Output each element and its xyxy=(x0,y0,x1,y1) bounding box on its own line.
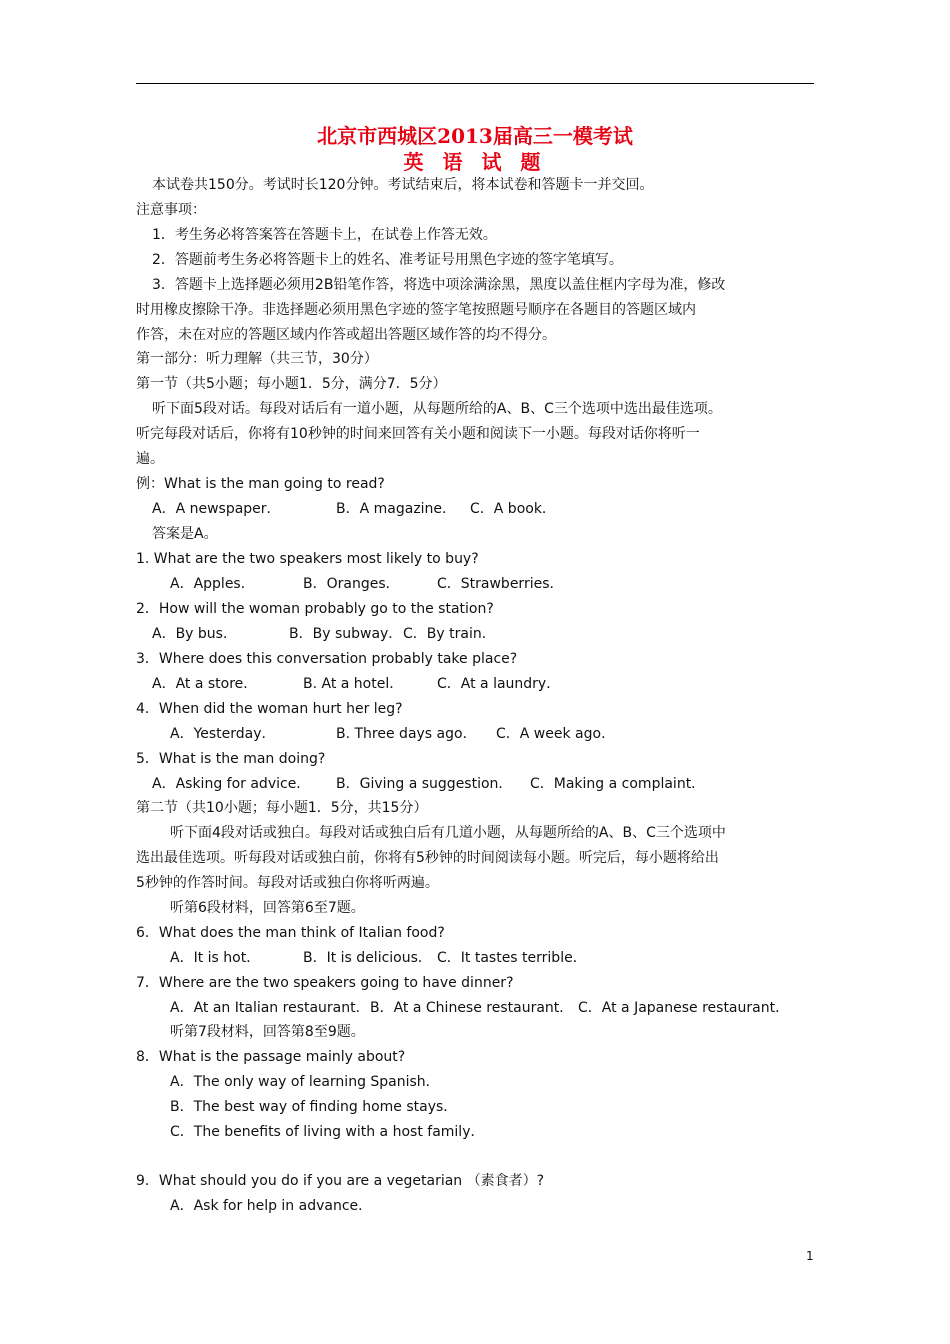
question-7-option-a: A．At an Italian restaurant． xyxy=(170,1000,370,1016)
section1-instructions-line-1: 听下面5段对话。每段对话后有一道小题，从每题所给的A、B、C三个选项中选出最佳选项。 xyxy=(152,401,722,417)
question-1-option-c: C．Strawberries． xyxy=(437,576,564,592)
notice-heading: 注意事项： xyxy=(136,202,206,218)
question-3-option-a: A．At a store． xyxy=(152,676,258,692)
exam-statement: 本试卷共150分。考试时长120分钟。考试结束后，将本试卷和答题卡一并交回。 xyxy=(152,177,654,193)
notice-item-1: 1．考生务必将答案答在答题卡上，在试卷上作答无效。 xyxy=(152,227,497,243)
exam-subtitle: 英 语 试 题 xyxy=(403,150,547,174)
section1-instructions-line-3: 遍。 xyxy=(136,451,164,467)
question-4-option-a: A．Yesterday． xyxy=(170,726,276,742)
header-rule xyxy=(136,83,814,84)
question-1-option-a: A．Apples． xyxy=(170,576,255,592)
question-9-option-a: A．Ask for help in advance． xyxy=(170,1198,373,1214)
question-2-option-c: C．By train． xyxy=(403,626,496,642)
material-6-instruction: 听第6段材料，回答第6至7题。 xyxy=(170,900,365,916)
question-8-option-b: B．The best way of finding home stays． xyxy=(170,1099,458,1115)
example-question: 例：What is the man going to read? xyxy=(136,476,385,492)
notice-item-3-line-1: 3．答题卡上选择题必须用2B铅笔作答，将选中项涂满涂黑，黑度以盖住框内字母为准，修改 xyxy=(152,277,726,293)
example-option-a: A．A newspaper． xyxy=(152,501,281,517)
question-7: 7．Where are the two speakers going to have dinner? xyxy=(136,975,514,991)
question-4-option-b: B. Three days ago． xyxy=(336,726,477,742)
notice-item-2: 2．答题前考生务必将答题卡上的姓名、准考证号用黑色字迹的签字笔填写。 xyxy=(152,252,623,268)
notice-item-3-line-2: 时用橡皮擦除干净。非选择题必须用黑色字迹的签字笔按照题号顺序在各题目的答题区域内 xyxy=(136,302,696,318)
example-option-b: B．A magazine． xyxy=(336,501,457,517)
example-answer: 答案是A。 xyxy=(152,526,218,542)
question-6-option-c: C．It tastes terrible． xyxy=(437,950,587,966)
question-1-option-b: B．Oranges． xyxy=(303,576,400,592)
question-2: 2．How will the woman probably go to the station? xyxy=(136,601,494,617)
question-8-option-a: A．The only way of learning Spanish． xyxy=(170,1074,440,1090)
question-2-option-a: A．By bus． xyxy=(152,626,237,642)
section2-instructions-line-1: 听下面4段对话或独白。每段对话或独白后有几道小题，从每题所给的A、B、C三个选项中 xyxy=(170,825,726,841)
question-3: 3．Where does this conversation probably take place? xyxy=(136,651,518,667)
question-3-option-b: B. At a hotel． xyxy=(303,676,404,692)
question-1: 1. What are the two speakers most likely to buy? xyxy=(136,551,479,567)
part1-heading: 第一部分：听力理解（共三节，30分） xyxy=(136,351,378,367)
material-7-instruction: 听第7段材料，回答第8至9题。 xyxy=(170,1024,365,1040)
question-8-option-c: C．The benefits of living with a host family． xyxy=(170,1124,485,1140)
exam-title: 北京市西城区2013届高三一模考试 xyxy=(317,124,633,148)
question-2-option-b: B．By subway． xyxy=(289,626,403,642)
question-6-option-b: B．It is delicious． xyxy=(303,950,432,966)
notice-item-3-line-3: 作答，未在对应的答题区域内作答或超出答题区域作答的均不得分。 xyxy=(136,327,556,343)
question-7-option-b: B．At a Chinese restaurant． xyxy=(370,1000,574,1016)
question-6-option-a: A．It is hot． xyxy=(170,950,261,966)
question-5-option-a: A．Asking for advice． xyxy=(152,776,311,792)
section1-heading: 第一节（共5小题；每小题1．5分，满分7．5分） xyxy=(136,376,447,392)
question-4: 4．When did the woman hurt her leg? xyxy=(136,701,403,717)
question-5-option-b: B．Giving a suggestion． xyxy=(336,776,513,792)
question-9: 9．What should you do if you are a vegetarian （素食者）? xyxy=(136,1173,545,1189)
page-number: 1 xyxy=(806,1249,814,1263)
section2-instructions-line-2: 选出最佳选项。听每段对话或独白前，你将有5秒钟的时间阅读每小题。听完后，每小题将给出 xyxy=(136,850,719,866)
question-6: 6．What does the man think of Italian food? xyxy=(136,925,445,941)
section1-instructions-line-2: 听完每段对话后，你将有10秒钟的时间来回答有关小题和阅读下一小题。每段对话你将听一 xyxy=(136,426,700,442)
question-4-option-c: C．A week ago． xyxy=(496,726,616,742)
section2-heading: 第二节（共10小题；每小题1．5分，共15分） xyxy=(136,800,428,816)
question-7-option-c: C．At a Japanese restaurant． xyxy=(578,1000,790,1016)
example-option-c: C．A book． xyxy=(470,501,556,517)
question-8: 8．What is the passage mainly about? xyxy=(136,1049,406,1065)
question-5: 5．What is the man doing? xyxy=(136,751,326,767)
question-3-option-c: C．At a laundry． xyxy=(437,676,561,692)
question-5-option-c: C．Making a complaint． xyxy=(530,776,706,792)
section2-instructions-line-3: 5秒钟的作答时间。每段对话或独白你将听两遍。 xyxy=(136,875,439,891)
